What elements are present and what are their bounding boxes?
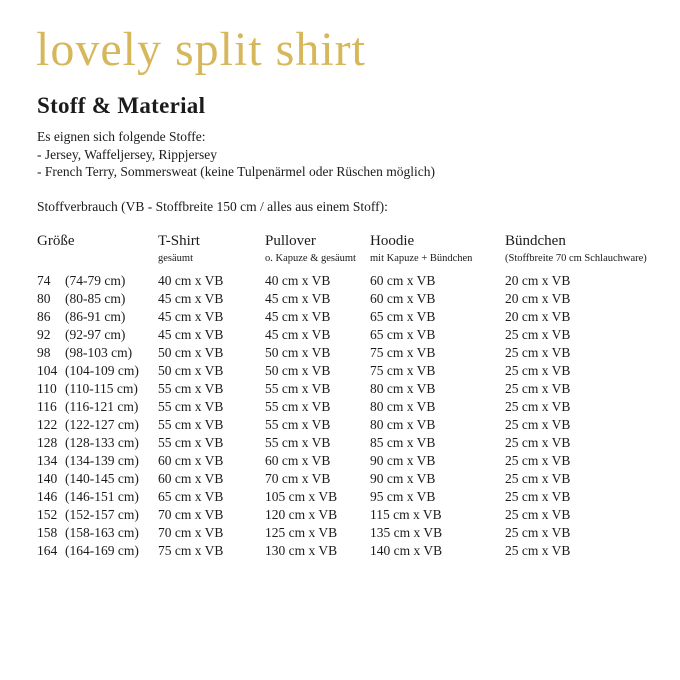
fabric-intro bbox=[37, 128, 435, 181]
size-range-cell: (134-139 cm) bbox=[65, 453, 139, 468]
hoodie-cell: 115 cm x VB bbox=[370, 507, 442, 522]
tshirt-cell: 60 cm x VB bbox=[158, 453, 224, 468]
hoodie-cell: 60 cm x VB bbox=[370, 273, 436, 288]
table-subheader-row bbox=[37, 251, 670, 266]
buendchen-cell: 25 cm x VB bbox=[505, 399, 571, 414]
pullover-cell: 125 cm x VB bbox=[265, 525, 338, 540]
hoodie-cell: 65 cm x VB bbox=[370, 327, 436, 342]
section-heading: Stoff & Material bbox=[37, 93, 206, 118]
size-range-cell: (152-157 cm) bbox=[65, 507, 139, 522]
tshirt-cell: 55 cm x VB bbox=[158, 417, 224, 432]
buendchen-cell: 25 cm x VB bbox=[505, 381, 571, 396]
tshirt-cell: 60 cm x VB bbox=[158, 471, 224, 486]
table-row bbox=[37, 452, 670, 470]
pullover-cell: 130 cm x VB bbox=[265, 543, 338, 558]
hoodie-cell: 80 cm x VB bbox=[370, 417, 436, 432]
tshirt-cell: 55 cm x VB bbox=[158, 381, 224, 396]
tshirt-cell: 55 cm x VB bbox=[158, 399, 224, 414]
size-range-cell: (98-103 cm) bbox=[65, 345, 133, 360]
hoodie-cell: 60 cm x VB bbox=[370, 291, 436, 306]
buendchen-cell: 25 cm x VB bbox=[505, 543, 571, 558]
header-size: Größe bbox=[37, 233, 75, 249]
hoodie-cell: 80 cm x VB bbox=[370, 381, 436, 396]
table-row bbox=[37, 470, 670, 488]
fabric-intro-line: - French Terry, Sommersweat (keine Tulpenärmel oder Rüschen möglich) bbox=[37, 164, 435, 180]
page-title: lovely split shirt bbox=[36, 23, 366, 76]
tshirt-cell: 45 cm x VB bbox=[158, 291, 224, 306]
size-cell: 80 bbox=[37, 291, 51, 306]
tshirt-cell: 75 cm x VB bbox=[158, 543, 224, 558]
hoodie-cell: 95 cm x VB bbox=[370, 489, 436, 504]
table-row bbox=[37, 398, 670, 416]
pullover-cell: 50 cm x VB bbox=[265, 363, 331, 378]
table-body bbox=[37, 272, 670, 560]
size-range-cell: (164-169 cm) bbox=[65, 543, 139, 558]
tshirt-cell: 55 cm x VB bbox=[158, 435, 224, 450]
pullover-cell: 60 cm x VB bbox=[265, 453, 331, 468]
tshirt-cell: 40 cm x VB bbox=[158, 273, 224, 288]
size-range-cell: (116-121 cm) bbox=[65, 399, 139, 414]
size-range-cell: (104-109 cm) bbox=[65, 363, 139, 378]
tshirt-cell: 45 cm x VB bbox=[158, 327, 224, 342]
tshirt-cell: 50 cm x VB bbox=[158, 345, 224, 360]
size-cell: 92 bbox=[37, 327, 51, 342]
buendchen-cell: 25 cm x VB bbox=[505, 417, 571, 432]
buendchen-cell: 25 cm x VB bbox=[505, 489, 571, 504]
size-range-cell: (128-133 cm) bbox=[65, 435, 139, 450]
pullover-cell: 55 cm x VB bbox=[265, 381, 331, 396]
hoodie-cell: 75 cm x VB bbox=[370, 345, 436, 360]
tshirt-cell: 65 cm x VB bbox=[158, 489, 224, 504]
pullover-cell: 105 cm x VB bbox=[265, 489, 338, 504]
table-row bbox=[37, 362, 670, 380]
size-cell: 128 bbox=[37, 435, 58, 450]
size-cell: 98 bbox=[37, 345, 51, 360]
size-cell: 158 bbox=[37, 525, 58, 540]
subheader-pullover: o. Kapuze & gesäumt bbox=[265, 253, 356, 264]
table-row bbox=[37, 326, 670, 344]
size-cell: 104 bbox=[37, 363, 58, 378]
header-pullover: Pullover bbox=[265, 233, 316, 249]
size-cell: 110 bbox=[37, 381, 57, 396]
table-row bbox=[37, 488, 670, 506]
buendchen-cell: 20 cm x VB bbox=[505, 291, 571, 306]
table-row bbox=[37, 380, 670, 398]
pullover-cell: 55 cm x VB bbox=[265, 417, 331, 432]
size-range-cell: (74-79 cm) bbox=[65, 273, 126, 288]
size-cell: 74 bbox=[37, 273, 51, 288]
subheader-tshirt: gesäumt bbox=[158, 253, 193, 264]
table-row bbox=[37, 308, 670, 326]
hoodie-cell: 135 cm x VB bbox=[370, 525, 443, 540]
pullover-cell: 55 cm x VB bbox=[265, 399, 331, 414]
header-hoodie: Hoodie bbox=[370, 233, 415, 249]
size-range-cell: (140-145 cm) bbox=[65, 471, 139, 486]
tshirt-cell: 50 cm x VB bbox=[158, 363, 224, 378]
table-row bbox=[37, 524, 670, 542]
size-range-cell: (158-163 cm) bbox=[65, 525, 139, 540]
hoodie-cell: 65 cm x VB bbox=[370, 309, 436, 324]
size-range-cell: (92-97 cm) bbox=[65, 327, 126, 342]
pullover-cell: 55 cm x VB bbox=[265, 435, 331, 450]
buendchen-cell: 25 cm x VB bbox=[505, 525, 571, 540]
table-header-row bbox=[37, 231, 670, 251]
fabric-intro-line: Es eignen sich folgende Stoffe: bbox=[37, 129, 206, 144]
fabric-intro-line: - Jersey, Waffeljersey, Rippjersey bbox=[37, 146, 217, 162]
size-cell: 164 bbox=[37, 543, 58, 558]
hoodie-cell: 80 cm x VB bbox=[370, 399, 436, 414]
table-row bbox=[37, 272, 670, 290]
buendchen-cell: 25 cm x VB bbox=[505, 453, 571, 468]
size-cell: 122 bbox=[37, 417, 58, 432]
pullover-cell: 40 cm x VB bbox=[265, 273, 331, 288]
pullover-cell: 45 cm x VB bbox=[265, 291, 331, 306]
table-row bbox=[37, 290, 670, 308]
buendchen-cell: 25 cm x VB bbox=[505, 327, 571, 342]
pullover-cell: 45 cm x VB bbox=[265, 327, 331, 342]
pullover-cell: 45 cm x VB bbox=[265, 309, 331, 324]
size-range-cell: (122-127 cm) bbox=[65, 417, 139, 432]
table-row bbox=[37, 344, 670, 362]
size-range-cell: (110-115 cm) bbox=[65, 381, 138, 396]
pullover-cell: 70 cm x VB bbox=[265, 471, 331, 486]
size-range-cell: (86-91 cm) bbox=[65, 309, 126, 324]
size-cell: 140 bbox=[37, 471, 58, 486]
buendchen-cell: 25 cm x VB bbox=[505, 471, 571, 486]
size-range-cell: (80-85 cm) bbox=[65, 291, 126, 306]
hoodie-cell: 90 cm x VB bbox=[370, 471, 436, 486]
buendchen-cell: 25 cm x VB bbox=[505, 363, 571, 378]
header-buendchen: Bündchen bbox=[505, 233, 566, 249]
size-cell: 86 bbox=[37, 309, 51, 324]
subheader-hoodie: mit Kapuze + Bündchen bbox=[370, 253, 473, 264]
buendchen-cell: 25 cm x VB bbox=[505, 345, 571, 360]
size-cell: 134 bbox=[37, 453, 58, 468]
buendchen-cell: 25 cm x VB bbox=[505, 435, 571, 450]
hoodie-cell: 90 cm x VB bbox=[370, 453, 436, 468]
hoodie-cell: 140 cm x VB bbox=[370, 543, 443, 558]
pullover-cell: 120 cm x VB bbox=[265, 507, 338, 522]
tshirt-cell: 70 cm x VB bbox=[158, 507, 224, 522]
size-cell: 116 bbox=[37, 399, 57, 414]
buendchen-cell: 20 cm x VB bbox=[505, 273, 571, 288]
fabric-usage-note: Stoffverbrauch (VB - Stoffbreite 150 cm / alles aus einem Stoff): bbox=[37, 199, 388, 214]
table-row bbox=[37, 434, 670, 452]
buendchen-cell: 20 cm x VB bbox=[505, 309, 571, 324]
hoodie-cell: 75 cm x VB bbox=[370, 363, 436, 378]
fabric-requirements-table bbox=[37, 231, 670, 560]
table-row bbox=[37, 542, 670, 560]
size-cell: 152 bbox=[37, 507, 58, 522]
tshirt-cell: 70 cm x VB bbox=[158, 525, 224, 540]
hoodie-cell: 85 cm x VB bbox=[370, 435, 436, 450]
size-range-cell: (146-151 cm) bbox=[65, 489, 139, 504]
size-cell: 146 bbox=[37, 489, 58, 504]
pullover-cell: 50 cm x VB bbox=[265, 345, 331, 360]
table-row bbox=[37, 416, 670, 434]
subheader-buendchen: (Stoffbreite 70 cm Schlauchware) bbox=[505, 253, 647, 264]
table-row bbox=[37, 506, 670, 524]
buendchen-cell: 25 cm x VB bbox=[505, 507, 571, 522]
header-tshirt: T-Shirt bbox=[158, 233, 200, 249]
tshirt-cell: 45 cm x VB bbox=[158, 309, 224, 324]
